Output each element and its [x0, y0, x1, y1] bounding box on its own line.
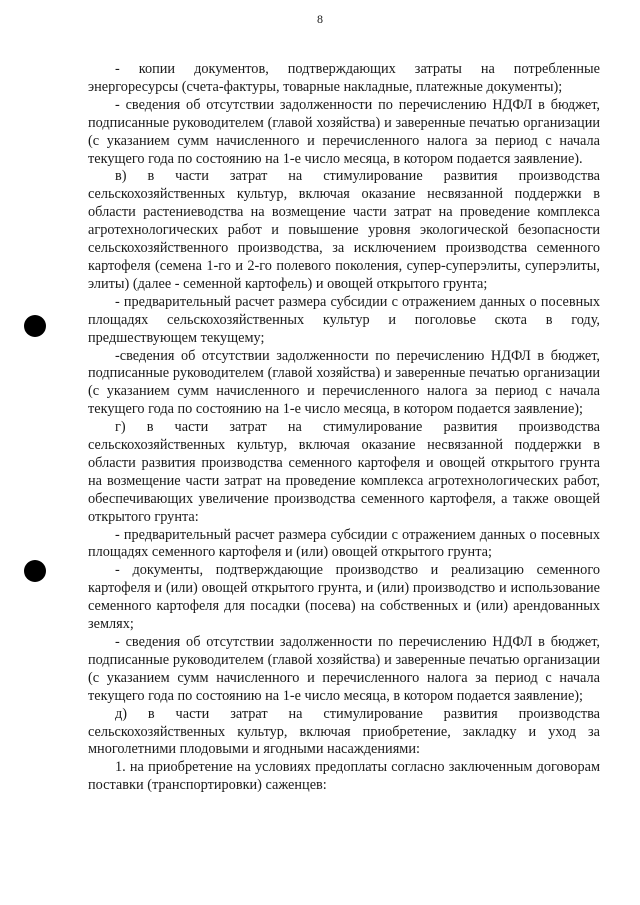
punch-hole-mark [24, 560, 46, 582]
paragraph: -сведения об отсутствии задолженности по перечислению НДФЛ в бюджет, подписанные руководителем (главой хозяйства) и заверенные печатью организации (с указанием сумм начисленного и перечисленного налога за период с начала текущего года по состоянию на 1-е число месяца, в котором подается заявление); [88, 347, 600, 418]
paragraph: д) в части затрат на стимулирование развития производства сельскохозяйственных культур, включая приобретение, закладку и уход за многолетними плодовыми и ягодными насаждениями: [88, 705, 600, 758]
page-number: 8 [317, 12, 323, 26]
paragraph: - предварительный расчет размера субсидии с отражением данных о посевных площадях сельскохозяйственных культур и поголовье скота в году, предшествующем текущему; [88, 293, 600, 346]
paragraph: - копии документов, подтверждающих затраты на потребленные энергоресурсы (счета-фактуры, товарные накладные, платежные документы); [88, 61, 600, 95]
paragraph: - сведения об отсутствии задолженности по перечислению НДФЛ в бюджет, подписанные руководителем (главой хозяйства) и заверенные печатью организации (с указанием сумм начисленного и перечисленного налога за период с начала текущего года по состоянию на 1-е число месяца, в котором подается заявление). [88, 96, 600, 167]
paragraph: - предварительный расчет размера субсидии с отражением данных о посевных площадях семенного картофеля и (или) овощей открытого грунта; [88, 526, 600, 561]
punch-hole-mark [24, 315, 46, 337]
paragraph: - документы, подтверждающие производство и реализацию семенного картофеля и (или) овощей открытого грунта, и (или) производство и использование семенного картофеля для посадки (посева) на собственных и (или) арендованных землях; [88, 562, 600, 633]
document-body [88, 61, 600, 795]
paragraph: 1. на приобретение на условиях предоплаты согласно заключенным договорам поставки (транспортировки) саженцев: [88, 759, 600, 794]
paragraph: в) в части затрат на стимулирование развития производства сельскохозяйственных культур, включая оказание несвязанной поддержки в области растениеводства на возмещение части затрат на проведение комплекса агротехнологических работ и повышение уровня экологической безопасности сельскохозяйственного производства, за исключением производства семенного картофеля (семена 1-го и 2-го полевого поколения, супер-суперэлиты, суперэлиты, элиты) (далее - семенной картофель) и овощей открытого грунта; [88, 168, 600, 292]
paragraph: г) в части затрат на стимулирование развития производства сельскохозяйственных культур, включая оказание несвязанной поддержки в области развития производства семенного картофеля и овощей открытого грунта на возмещение части затрат на проведение комплекса агротехнологических работ, обеспечивающих увеличение производства семенного картофеля, а также овощей открытого грунта: [88, 419, 600, 525]
paragraph: - сведения об отсутствии задолженности по перечислению НДФЛ в бюджет, подписанные руководителем (главой хозяйства) и заверенные печатью организации (с указанием сумм начисленного и перечисленного налога за период с начала текущего года по состоянию на 1-е число месяца, в котором подается заявление); [88, 634, 600, 704]
